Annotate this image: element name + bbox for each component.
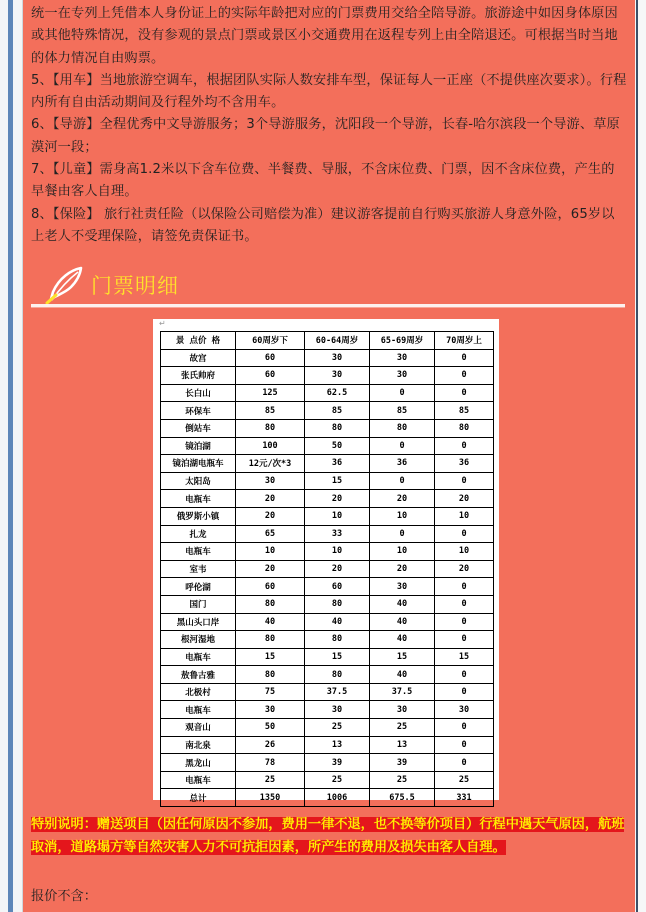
price-cell: 36 bbox=[370, 455, 435, 473]
attraction-name-cell: 黑山头口岸 bbox=[161, 613, 236, 631]
price-cell: 60 bbox=[305, 578, 370, 596]
table-row bbox=[161, 490, 494, 508]
price-cell: 30 bbox=[370, 349, 435, 367]
price-cell: 0 bbox=[370, 525, 435, 543]
price-cell: 20 bbox=[370, 490, 435, 508]
price-cell: 20 bbox=[370, 560, 435, 578]
price-cell: 39 bbox=[305, 754, 370, 772]
price-cell: 25 bbox=[370, 771, 435, 789]
table-row bbox=[161, 683, 494, 701]
price-cell: 78 bbox=[236, 754, 305, 772]
right-edge bbox=[635, 0, 646, 912]
price-cell: 0 bbox=[435, 683, 494, 701]
attraction-name-cell: 呼伦湖 bbox=[161, 578, 236, 596]
price-cell: 80 bbox=[435, 419, 494, 437]
price-cell: 0 bbox=[435, 613, 494, 631]
price-cell: 15 bbox=[305, 648, 370, 666]
price-cell: 0 bbox=[435, 595, 494, 613]
corner-mark: ↵ bbox=[159, 319, 166, 328]
attraction-name-cell: 电瓶车 bbox=[161, 543, 236, 561]
price-cell: 125 bbox=[236, 384, 305, 402]
price-cell: 10 bbox=[305, 543, 370, 561]
attraction-name-cell: 倒站车 bbox=[161, 419, 236, 437]
price-cell: 80 bbox=[236, 631, 305, 649]
price-cell: 20 bbox=[305, 490, 370, 508]
price-cell: 0 bbox=[435, 367, 494, 385]
price-cell: 0 bbox=[435, 631, 494, 649]
price-cell: 20 bbox=[236, 560, 305, 578]
intro-paragraph-block bbox=[31, 3, 627, 248]
attraction-name-cell: 黑龙山 bbox=[161, 754, 236, 772]
table-row bbox=[161, 666, 494, 684]
price-cell: 12元/次*3 bbox=[236, 455, 305, 473]
price-cell: 30 bbox=[370, 701, 435, 719]
price-cell: 85 bbox=[305, 402, 370, 420]
attraction-name-cell: 敖鲁古雅 bbox=[161, 666, 236, 684]
price-cell: 30 bbox=[370, 367, 435, 385]
price-cell: 80 bbox=[236, 419, 305, 437]
price-cell: 10 bbox=[370, 543, 435, 561]
left-sidebar-strip bbox=[0, 0, 23, 912]
table-row bbox=[161, 455, 494, 473]
special-note-text: 特别说明：赠送项目（因任何原因不参加，费用一律不退，也不换等价项目）行程中遇天气原因，航班取消，道路塌方等自然灾害人力不可抗拒因素，所产生的费用及损失由客人自理。 bbox=[31, 817, 625, 855]
price-cell: 25 bbox=[435, 771, 494, 789]
price-cell: 80 bbox=[305, 666, 370, 684]
price-cell: 10 bbox=[435, 507, 494, 525]
price-cell: 20 bbox=[435, 490, 494, 508]
table-row bbox=[161, 437, 494, 455]
price-cell: 331 bbox=[435, 789, 494, 807]
table-row bbox=[161, 631, 494, 649]
table-row bbox=[161, 789, 494, 807]
table-row bbox=[161, 719, 494, 737]
price-cell: 80 bbox=[236, 595, 305, 613]
attraction-name-cell: 电瓶车 bbox=[161, 771, 236, 789]
ticket-price-table bbox=[160, 331, 494, 807]
price-cell: 37.5 bbox=[370, 683, 435, 701]
price-cell: 40 bbox=[305, 613, 370, 631]
price-cell: 0 bbox=[435, 472, 494, 490]
price-cell: 20 bbox=[236, 490, 305, 508]
price-excludes-label: 报价不含： bbox=[31, 889, 97, 904]
ticket-price-image bbox=[153, 319, 499, 804]
attraction-name-cell: 扎龙 bbox=[161, 525, 236, 543]
price-cell: 80 bbox=[305, 595, 370, 613]
table-row bbox=[161, 402, 494, 420]
price-cell: 80 bbox=[305, 631, 370, 649]
attraction-name-cell: 俄罗斯小镇 bbox=[161, 507, 236, 525]
price-cell: 80 bbox=[305, 419, 370, 437]
price-cell: 675.5 bbox=[370, 789, 435, 807]
table-header-row bbox=[161, 332, 494, 350]
price-cell: 100 bbox=[236, 437, 305, 455]
right-edge-line bbox=[636, 0, 638, 912]
section-heading bbox=[43, 265, 179, 305]
attraction-name-cell: 根河湿地 bbox=[161, 631, 236, 649]
table-row bbox=[161, 349, 494, 367]
price-cell: 75 bbox=[236, 683, 305, 701]
price-cell: 40 bbox=[236, 613, 305, 631]
price-cell: 15 bbox=[435, 648, 494, 666]
price-cell: 0 bbox=[370, 472, 435, 490]
table-row bbox=[161, 771, 494, 789]
price-cell: 0 bbox=[435, 666, 494, 684]
price-cell: 37.5 bbox=[305, 683, 370, 701]
price-cell: 13 bbox=[305, 736, 370, 754]
paragraph-children: 7、【儿童】需身高1.2米以下含车位费、半餐费、导服，不含床位费、门票，因不含床位费，产生的早餐由客人自理。 bbox=[31, 162, 615, 200]
price-cell: 36 bbox=[435, 455, 494, 473]
price-cell: 0 bbox=[435, 525, 494, 543]
price-cell: 60 bbox=[236, 349, 305, 367]
price-cell: 0 bbox=[370, 384, 435, 402]
paragraph-guide: 6、【导游】全程优秀中文导游服务；3个导游服务，沈阳段一个导游，长春-哈尔滨段一个导游、草原漠河一段； bbox=[31, 117, 620, 155]
left-accent-stripe bbox=[8, 0, 13, 912]
table-row bbox=[161, 613, 494, 631]
price-cell: 13 bbox=[370, 736, 435, 754]
attraction-name-cell: 镜泊湖 bbox=[161, 437, 236, 455]
price-cell: 30 bbox=[305, 367, 370, 385]
table-row bbox=[161, 367, 494, 385]
attraction-name-cell: 南北泉 bbox=[161, 736, 236, 754]
table-row bbox=[161, 543, 494, 561]
attraction-name-cell: 镜泊湖电瓶车 bbox=[161, 455, 236, 473]
price-cell: 1006 bbox=[305, 789, 370, 807]
ticket-table-body bbox=[161, 349, 494, 806]
table-row bbox=[161, 419, 494, 437]
section-title: 门票明细 bbox=[91, 274, 179, 298]
price-cell: 40 bbox=[370, 631, 435, 649]
price-cell: 10 bbox=[236, 543, 305, 561]
header-cell: 70周岁上 bbox=[435, 332, 494, 350]
price-cell: 0 bbox=[435, 578, 494, 596]
price-cell: 0 bbox=[435, 349, 494, 367]
feather-quill-icon bbox=[43, 265, 87, 305]
price-cell: 60 bbox=[236, 367, 305, 385]
price-cell: 20 bbox=[435, 560, 494, 578]
header-cell: 60周岁下 bbox=[236, 332, 305, 350]
price-cell: 20 bbox=[236, 507, 305, 525]
price-cell: 36 bbox=[305, 455, 370, 473]
price-cell: 85 bbox=[435, 402, 494, 420]
price-cell: 0 bbox=[435, 719, 494, 737]
table-row bbox=[161, 384, 494, 402]
price-cell: 0 bbox=[435, 736, 494, 754]
price-cell: 62.5 bbox=[305, 384, 370, 402]
table-row bbox=[161, 736, 494, 754]
price-cell: 60 bbox=[236, 578, 305, 596]
attraction-name-cell: 电瓶车 bbox=[161, 648, 236, 666]
attraction-name-cell: 长白山 bbox=[161, 384, 236, 402]
paragraph-vehicle: 5、【用车】当地旅游空调车，根据团队实际人数安排车型，保证每人一正座（不提供座次要求）。行程内所有自由活动期间及行程外均不含用车。 bbox=[31, 72, 627, 111]
price-cell: 40 bbox=[370, 613, 435, 631]
table-row bbox=[161, 701, 494, 719]
attraction-name-cell: 北极村 bbox=[161, 683, 236, 701]
price-cell: 10 bbox=[370, 507, 435, 525]
price-cell: 30 bbox=[236, 472, 305, 490]
price-cell: 10 bbox=[305, 507, 370, 525]
content-panel bbox=[23, 0, 635, 912]
price-cell: 25 bbox=[370, 719, 435, 737]
price-cell: 40 bbox=[370, 666, 435, 684]
attraction-name-cell: 电瓶车 bbox=[161, 490, 236, 508]
price-cell: 15 bbox=[236, 648, 305, 666]
price-cell: 0 bbox=[435, 384, 494, 402]
paragraph-ticket-refund: 统一在专列上凭借本人身份证上的实际年龄把对应的门票费用交给全陪导游。旅游途中如因身体原因或其他特殊情况，没有参观的景点门票或景区小交通费用在返程专列上由全陪退还。可根据当时当地的体力情况自由购票。 bbox=[31, 6, 618, 66]
attraction-name-cell: 国门 bbox=[161, 595, 236, 613]
price-cell: 85 bbox=[370, 402, 435, 420]
paragraph-insurance: 8、【保险】 旅行社责任险（以保险公司赔偿为准）建议游客提前自行购买旅游人身意外险，65岁以上老人不受理保险，请签免责保证书。 bbox=[31, 206, 615, 244]
price-cell: 30 bbox=[370, 578, 435, 596]
price-cell: 30 bbox=[236, 701, 305, 719]
price-cell: 1350 bbox=[236, 789, 305, 807]
attraction-name-cell: 张氏帅府 bbox=[161, 367, 236, 385]
price-cell: 20 bbox=[305, 560, 370, 578]
price-cell: 0 bbox=[435, 754, 494, 772]
table-row bbox=[161, 648, 494, 666]
price-cell: 33 bbox=[305, 525, 370, 543]
price-cell: 50 bbox=[236, 719, 305, 737]
price-cell: 30 bbox=[305, 349, 370, 367]
attraction-name-cell: 总计 bbox=[161, 789, 236, 807]
price-cell: 50 bbox=[305, 437, 370, 455]
table-row bbox=[161, 595, 494, 613]
price-cell: 40 bbox=[370, 595, 435, 613]
price-cell: 26 bbox=[236, 736, 305, 754]
attraction-name-cell: 观音山 bbox=[161, 719, 236, 737]
price-cell: 10 bbox=[435, 543, 494, 561]
attraction-name-cell: 电瓶车 bbox=[161, 701, 236, 719]
attraction-name-cell: 太阳岛 bbox=[161, 472, 236, 490]
table-row bbox=[161, 525, 494, 543]
price-cell: 0 bbox=[370, 437, 435, 455]
price-cell: 25 bbox=[305, 719, 370, 737]
price-cell: 80 bbox=[236, 666, 305, 684]
price-cell: 0 bbox=[435, 437, 494, 455]
table-row bbox=[161, 754, 494, 772]
header-cell: 65-69周岁 bbox=[370, 332, 435, 350]
price-cell: 15 bbox=[305, 472, 370, 490]
price-cell: 85 bbox=[236, 402, 305, 420]
section-divider-shadow bbox=[31, 307, 625, 308]
price-cell: 25 bbox=[305, 771, 370, 789]
table-row bbox=[161, 578, 494, 596]
price-cell: 15 bbox=[370, 648, 435, 666]
price-cell: 30 bbox=[305, 701, 370, 719]
attraction-name-cell: 室韦 bbox=[161, 560, 236, 578]
price-cell: 39 bbox=[370, 754, 435, 772]
attraction-name-cell: 故宫 bbox=[161, 349, 236, 367]
header-cell: 60-64周岁 bbox=[305, 332, 370, 350]
price-cell: 65 bbox=[236, 525, 305, 543]
price-cell: 25 bbox=[236, 771, 305, 789]
table-row bbox=[161, 560, 494, 578]
table-row bbox=[161, 472, 494, 490]
header-cell: 景 点价 格 bbox=[161, 332, 236, 350]
price-cell: 30 bbox=[435, 701, 494, 719]
price-cell: 80 bbox=[370, 419, 435, 437]
special-note bbox=[31, 813, 627, 859]
table-row bbox=[161, 507, 494, 525]
attraction-name-cell: 环保车 bbox=[161, 402, 236, 420]
